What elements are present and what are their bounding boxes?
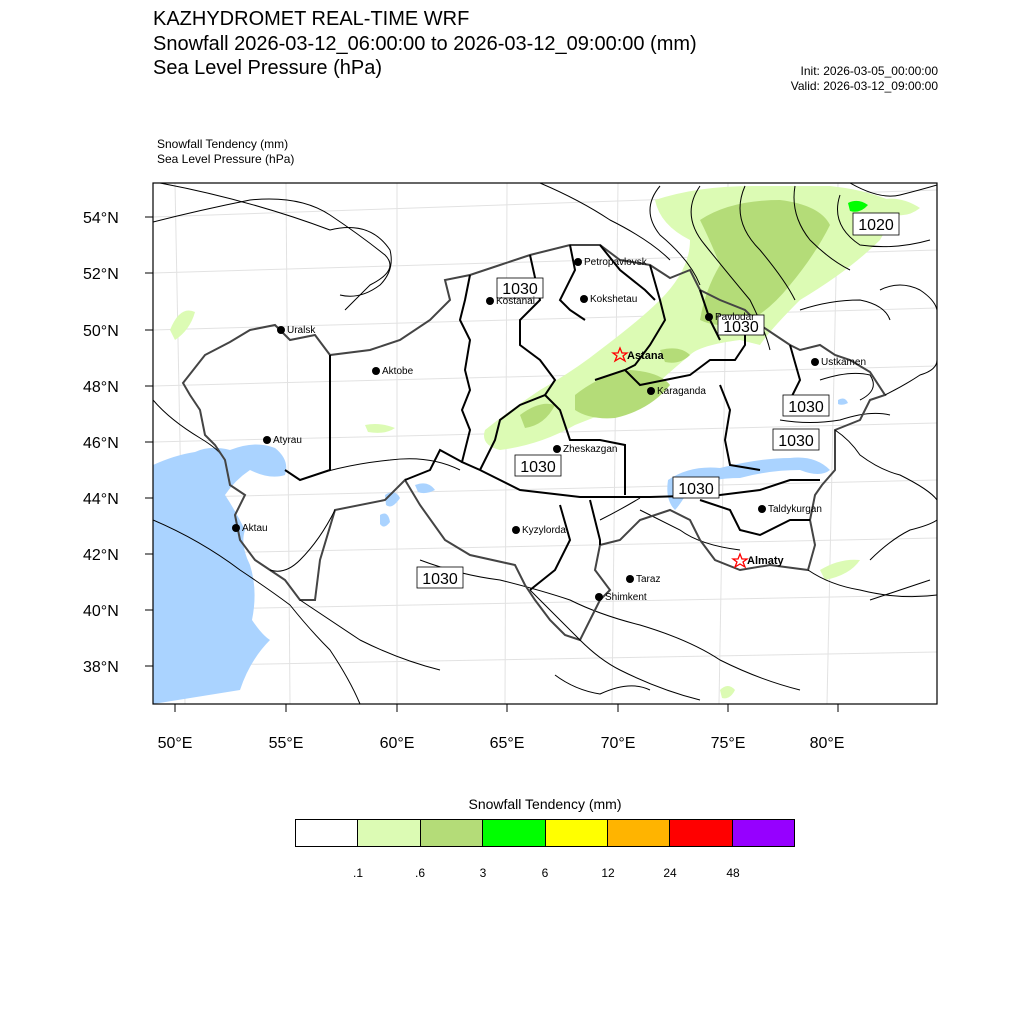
city-label-taldykurgan: Taldykurgan <box>768 504 822 515</box>
lat-label-48: 48°N <box>83 379 119 396</box>
city-dot <box>277 326 285 334</box>
lon-label-55: 55°E <box>268 735 304 752</box>
colorbar-segment <box>358 820 420 846</box>
capital-label-astana: Astana <box>627 350 664 362</box>
colorbar <box>295 819 795 847</box>
lat-label-54: 54°N <box>83 210 119 227</box>
colorbar-segment <box>421 820 483 846</box>
valid-time: Valid: 2026-03-12_09:00:00 <box>790 79 938 93</box>
city-dot <box>758 505 766 513</box>
colorbar-segment <box>670 820 732 846</box>
colorbar-tick: 24 <box>663 866 677 880</box>
colorbar-tick: 48 <box>726 866 740 880</box>
lon-label-50: 50°E <box>157 735 193 752</box>
city-label-aktau: Aktau <box>242 523 268 534</box>
map-title: KAZHYDROMET REAL-TIME WRF <box>153 8 470 30</box>
isobar-label: 1030 <box>723 319 759 336</box>
lon-label-60: 60°E <box>379 735 415 752</box>
colorbar-tick: 6 <box>541 866 549 880</box>
city-dot <box>595 593 603 601</box>
city-label-uralsk: Uralsk <box>287 325 316 336</box>
city-label-ustkamen: Ustkamen <box>821 357 867 368</box>
lon-label-80: 80°E <box>809 735 845 752</box>
city-dot <box>647 387 655 395</box>
map-area <box>153 183 937 704</box>
lat-label-50: 50°N <box>83 323 119 340</box>
lat-label-44: 44°N <box>83 491 119 508</box>
isobar-label: 1030 <box>422 571 458 588</box>
colorbar-tick: 12 <box>601 866 615 880</box>
lat-label-38: 38°N <box>83 659 119 676</box>
city-dot <box>705 313 713 321</box>
isobar-label: 1030 <box>520 459 556 476</box>
isobar-label: 1030 <box>502 281 538 298</box>
field-label-pressure: Sea Level Pressure (hPa) <box>157 152 295 166</box>
city-dot <box>512 526 520 534</box>
colorbar-segment <box>546 820 608 846</box>
map-subtitle-snowfall: Snowfall 2026-03-12_06:00:00 to 2026-03-12_09:00:00 (mm) <box>153 33 697 55</box>
colorbar-segment <box>483 820 545 846</box>
city-dot <box>486 297 494 305</box>
city-label-pavlodar: Pavlodar <box>715 312 755 323</box>
city-label-taraz: Taraz <box>636 574 661 585</box>
isobar-label: 1030 <box>788 399 824 416</box>
capital-label-almaty: Almaty <box>747 555 784 567</box>
city-label-kokshetau: Kokshetau <box>590 294 638 305</box>
city-dot <box>263 436 271 444</box>
lat-label-40: 40°N <box>83 603 119 620</box>
lake-zaysan <box>838 399 848 405</box>
city-label-zheskazgan: Zheskazgan <box>563 444 618 455</box>
city-dot <box>232 524 240 532</box>
city-dot <box>372 367 380 375</box>
lon-label-70: 70°E <box>600 735 636 752</box>
isobar-label: 1030 <box>778 433 814 450</box>
colorbar-title: Snowfall Tendency (mm) <box>468 796 622 812</box>
aral-sea <box>385 492 400 506</box>
colorbar-segment <box>733 820 794 846</box>
city-dot <box>553 445 561 453</box>
city-dot <box>580 295 588 303</box>
init-time: Init: 2026-03-05_00:00:00 <box>800 64 938 78</box>
city-label-atyrau: Atyrau <box>273 435 302 446</box>
lat-label-42: 42°N <box>83 547 119 564</box>
caspian-sea <box>153 444 286 704</box>
field-label-snowfall: Snowfall Tendency (mm) <box>157 137 289 151</box>
colorbar-tick: .1 <box>352 866 364 880</box>
city-label-kostanai: Kostanai <box>496 296 535 307</box>
isobar-label: 1030 <box>678 481 714 498</box>
colorbar-segment <box>296 820 358 846</box>
lat-label-52: 52°N <box>83 266 119 283</box>
colorbar-segment <box>608 820 670 846</box>
city-label-aktobe: Aktobe <box>382 366 414 377</box>
map-subtitle-pressure: Sea Level Pressure (hPa) <box>153 57 383 79</box>
star-icon <box>733 554 747 567</box>
city-dot <box>811 358 819 366</box>
lat-label-46: 46°N <box>83 435 119 452</box>
city-label-kyzylorda: Kyzylorda <box>522 525 566 536</box>
city-label-karaganda: Karaganda <box>657 386 706 397</box>
lon-label-65: 65°E <box>489 735 525 752</box>
isobar-label: 1020 <box>858 217 894 234</box>
colorbar-tick: .6 <box>414 866 426 880</box>
city-dot <box>574 258 582 266</box>
aral-sea-south <box>380 514 390 527</box>
city-label-shimkent: Shimkent <box>605 592 647 603</box>
city-dot <box>626 575 634 583</box>
city-label-petropavlovsk: Petropavlovsk <box>584 257 647 268</box>
lon-label-75: 75°E <box>710 735 746 752</box>
colorbar-tick: 3 <box>479 866 487 880</box>
